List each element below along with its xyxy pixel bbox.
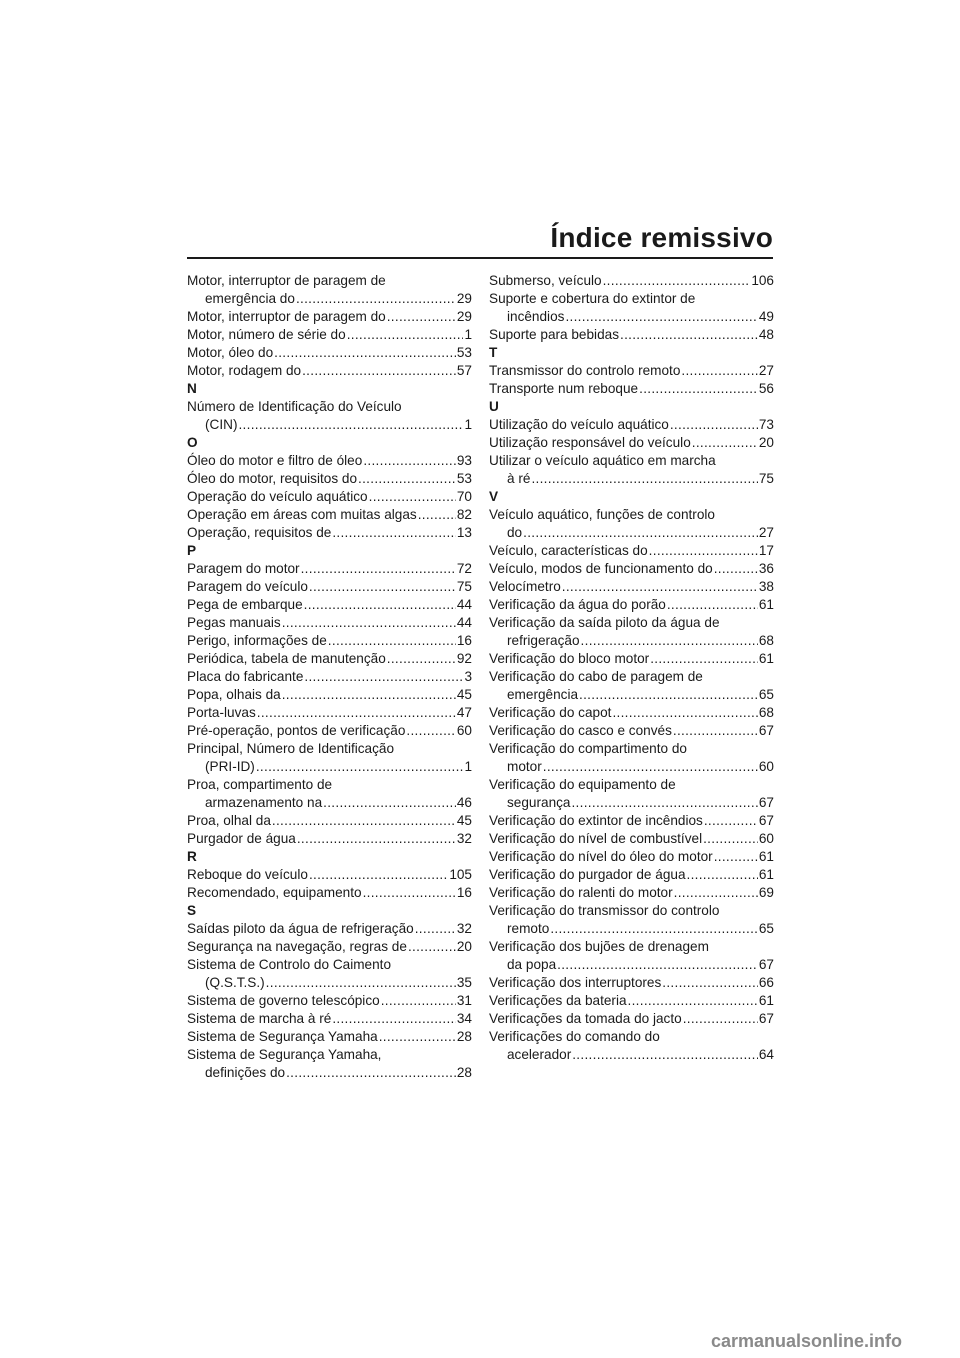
index-entry [489, 848, 774, 866]
index-entry-line: Verificação da saída piloto da água de [489, 615, 720, 630]
index-page-number: 75 [758, 471, 774, 486]
index-entry-text: Transmissor do controlo remoto [489, 363, 681, 378]
index-entry-line: Utilizar o veículo aquático em marcha [489, 453, 716, 468]
index-page-number: 53 [456, 345, 472, 360]
index-page-number: 105 [449, 867, 472, 882]
dot-leader [332, 1010, 456, 1028]
index-entry-text: Recomendado, equipamento [187, 885, 362, 900]
index-entry [187, 524, 472, 542]
index-entry-text: segurança [507, 795, 571, 810]
dot-leader [328, 632, 456, 650]
index-entry-line: Motor, interruptor de paragem de [187, 273, 386, 288]
dot-leader [683, 1010, 758, 1028]
index-entry-text: Transporte num reboque [489, 381, 639, 396]
index-entry [187, 794, 472, 812]
index-letter-heading: T [489, 345, 498, 360]
index-page-number: 70 [456, 489, 472, 504]
index-entry-text: Óleo do motor e filtro de óleo [187, 453, 363, 468]
index-entry-text: Motor, interruptor de paragem do [187, 309, 386, 324]
index-entry [489, 1046, 774, 1064]
index-page-number: 67 [758, 1011, 774, 1026]
index-entry-text: refrigeração [507, 633, 580, 648]
index-entry-line: Número de Identificação do Veículo [187, 399, 402, 414]
index-entry [187, 560, 472, 578]
index-entry [187, 884, 472, 902]
index-page-number: 20 [758, 435, 774, 450]
dot-leader [297, 830, 456, 848]
index-entry [187, 812, 472, 830]
index-entry-text: Suporte para bebidas [489, 327, 619, 342]
index-entry-text: Utilização do veículo aquático [489, 417, 669, 432]
index-entry-text: Motor, rodagem do [187, 363, 302, 378]
dot-leader [257, 704, 456, 722]
index-entry-text: acelerador [507, 1047, 572, 1062]
dot-leader [649, 542, 758, 560]
index-page-number: 29 [456, 309, 472, 324]
index-page-number: 27 [758, 525, 774, 540]
index-page-number: 93 [456, 453, 472, 468]
index-page-number: 49 [758, 309, 774, 324]
index-entry-text: incêndios [507, 309, 565, 324]
index-entry [187, 1064, 472, 1082]
index-page-number: 38 [758, 579, 774, 594]
dot-leader [381, 992, 456, 1010]
index-page-number: 1 [464, 417, 472, 432]
dot-leader [692, 434, 758, 452]
dot-leader [256, 758, 464, 776]
index-entry-text: Verificação do casco e convés [489, 723, 672, 738]
index-page-number: 82 [456, 507, 472, 522]
index-entry-line: Verificação do compartimento do [489, 741, 687, 756]
index-column-left [187, 272, 472, 1082]
index-page-number: 1 [464, 759, 472, 774]
index-page-number: 61 [758, 849, 774, 864]
index-entry-text: Verificação do extintor de incêndios [489, 813, 703, 828]
dot-leader [406, 722, 455, 740]
index-entry [489, 794, 774, 812]
index-entry [489, 434, 774, 452]
dot-leader [681, 362, 757, 380]
index-page-number: 67 [758, 957, 774, 972]
index-page-number: 69 [758, 885, 774, 900]
index-page-number: 68 [758, 705, 774, 720]
index-letter-heading: S [187, 903, 197, 918]
index-entry-text: Utilização responsável do veículo [489, 435, 691, 450]
index-page-number: 46 [456, 795, 472, 810]
index-entry [187, 452, 472, 470]
index-entry [187, 650, 472, 668]
index-page-number: 36 [758, 561, 774, 576]
index-letter-heading: O [187, 435, 198, 450]
index-page-number: 75 [456, 579, 472, 594]
index-entry-text: remoto [507, 921, 550, 936]
dot-leader [358, 470, 456, 488]
index-entry-text: Sistema de governo telescópico [187, 993, 380, 1008]
index-entry [489, 974, 774, 992]
index-entry [489, 758, 774, 776]
dot-leader [581, 632, 758, 650]
index-page-number: 17 [758, 543, 774, 558]
dot-leader [418, 506, 456, 524]
index-entry [187, 326, 472, 344]
dot-leader [286, 1064, 456, 1082]
index-letter-heading: V [489, 489, 499, 504]
index-entry [187, 686, 472, 704]
index-entry [187, 308, 472, 326]
dot-leader [650, 650, 758, 668]
index-page-number: 45 [456, 813, 472, 828]
dot-leader [309, 578, 456, 596]
dot-leader [612, 704, 757, 722]
index-page-number: 29 [456, 291, 472, 306]
index-entry-text: Motor, óleo do [187, 345, 274, 360]
index-entry [187, 344, 472, 362]
index-letter-heading: U [489, 399, 499, 414]
index-entry-text: (Q.S.T.S.) [205, 975, 265, 990]
index-entry-text: emergência do [205, 291, 295, 306]
index-page-number: 68 [758, 633, 774, 648]
index-page-number: 61 [758, 993, 774, 1008]
index-entry-text: Veículo, modos de funcionamento do [489, 561, 713, 576]
index-entry-text: Porta-luvas [187, 705, 256, 720]
index-entry-text: da popa [507, 957, 557, 972]
index-page-number: 57 [456, 363, 472, 378]
index-page-number: 67 [758, 723, 774, 738]
dot-leader [272, 812, 456, 830]
index-entry [489, 920, 774, 938]
index-entry [489, 308, 774, 326]
title-rule [187, 257, 773, 259]
index-page-number: 32 [456, 921, 472, 936]
index-entry [489, 560, 774, 578]
index-page-number: 16 [456, 885, 472, 900]
index-entry [489, 884, 774, 902]
index-page-number: 61 [758, 867, 774, 882]
index-page-number: 16 [456, 633, 472, 648]
dot-leader [387, 650, 456, 668]
index-entry-line: Proa, compartimento de [187, 777, 333, 792]
dot-leader [304, 668, 463, 686]
index-entry [187, 704, 472, 722]
dot-leader [670, 416, 758, 434]
index-entry-text: Sistema de marcha à ré [187, 1011, 332, 1026]
page-title: Índice remissivo [550, 222, 773, 253]
dot-leader [667, 596, 758, 614]
index-entry-text: emergência [507, 687, 579, 702]
index-entry [489, 830, 774, 848]
index-entry-text: (PRI-ID) [205, 759, 255, 774]
index-entry-line: Verificação dos bujões de drenagem [489, 939, 709, 954]
index-entry [489, 542, 774, 560]
dot-leader [543, 758, 758, 776]
index-entry [489, 812, 774, 830]
index-entry [489, 416, 774, 434]
index-page-number: 32 [456, 831, 472, 846]
index-page-number: 1 [464, 327, 472, 342]
index-entry-text: Verificações da bateria [489, 993, 627, 1008]
dot-leader [363, 452, 456, 470]
index-entry-line: Veículo aquático, funções de controlo [489, 507, 715, 522]
index-entry-text: armazenamento na [205, 795, 323, 810]
dot-leader [571, 794, 757, 812]
dot-leader [572, 1046, 758, 1064]
dot-leader [304, 596, 456, 614]
index-entry [187, 866, 472, 884]
index-entry-line: Verificação do cabo de paragem de [489, 669, 703, 684]
index-entry-line: Verificação do transmissor do controlo [489, 903, 720, 918]
index-entry [187, 470, 472, 488]
dot-leader [620, 326, 758, 344]
index-entry-text: definições do [205, 1065, 286, 1080]
dot-leader [531, 470, 757, 488]
index-entry-text: Operação do veículo aquático [187, 489, 368, 504]
index-page-number: 66 [758, 975, 774, 990]
index-entry-text: Perigo, informações de [187, 633, 327, 648]
index-entry [489, 1010, 774, 1028]
index-entry-text: Verificações da tomada do jacto [489, 1011, 682, 1026]
dot-leader [674, 884, 758, 902]
dot-leader [282, 614, 456, 632]
index-entry-text: do [507, 525, 523, 540]
index-entry [489, 650, 774, 668]
index-entry-text: Motor, número de série do [187, 327, 346, 342]
index-entry [489, 380, 774, 398]
dot-leader [266, 974, 456, 992]
index-page-number: 92 [456, 651, 472, 666]
dot-leader [628, 992, 758, 1010]
index-entry-text: Operação, requisitos de [187, 525, 332, 540]
index-page-number: 56 [758, 381, 774, 396]
index-entry-text: Proa, olhal da [187, 813, 271, 828]
index-page-number: 27 [758, 363, 774, 378]
index-page-number: 65 [758, 687, 774, 702]
dot-leader [687, 866, 758, 884]
index-page-number: 61 [758, 597, 774, 612]
dot-leader [302, 362, 456, 380]
index-column-right [489, 272, 774, 1064]
index-entry [489, 956, 774, 974]
index-page-number: 60 [456, 723, 472, 738]
dot-leader [274, 344, 456, 362]
index-entry-line: Principal, Número de Identificação [187, 741, 395, 756]
index-entry [187, 1010, 472, 1028]
index-entry [187, 722, 472, 740]
index-entry [187, 920, 472, 938]
index-entry [187, 992, 472, 1010]
dot-leader [714, 848, 758, 866]
index-entry-text: Periódica, tabela de manutenção [187, 651, 386, 666]
index-page-number: 35 [456, 975, 472, 990]
dot-leader [363, 884, 456, 902]
dot-leader [379, 1028, 456, 1046]
index-entry-text: Reboque do veículo [187, 867, 308, 882]
dot-leader [408, 938, 456, 956]
index-entry-text: Segurança na navegação, regras de [187, 939, 407, 954]
index-entry [187, 578, 472, 596]
index-page-number: 60 [758, 759, 774, 774]
index-entry [489, 632, 774, 650]
dot-leader [347, 326, 464, 344]
index-page-number: 45 [456, 687, 472, 702]
index-letter-heading: P [187, 543, 197, 558]
index-page-number: 106 [751, 273, 774, 288]
index-entry-text: Verificação do ralenti do motor [489, 885, 673, 900]
dot-leader [415, 920, 456, 938]
index-entry-text: Popa, olhais da [187, 687, 281, 702]
index-entry-line: Suporte e cobertura do extintor de [489, 291, 696, 306]
index-entry [187, 668, 472, 686]
index-entry [187, 290, 472, 308]
index-entry-text: Submerso, veículo [489, 273, 602, 288]
index-entry-text: Verificação do nível de combustível [489, 831, 703, 846]
index-entry [489, 596, 774, 614]
index-entry-text: Velocímetro [489, 579, 561, 594]
dot-leader [579, 686, 758, 704]
dot-leader [301, 560, 456, 578]
index-entry-text: Óleo do motor, requisitos do [187, 471, 358, 486]
index-page-number: 20 [456, 939, 472, 954]
index-entry [489, 524, 774, 542]
dot-leader [550, 920, 758, 938]
index-entry-text: à ré [507, 471, 531, 486]
index-entry-text: Veículo, características do [489, 543, 648, 558]
index-page-number: 73 [758, 417, 774, 432]
index-page-number: 60 [758, 831, 774, 846]
index-entry-line: Sistema de Controlo do Caimento [187, 957, 392, 972]
dot-leader [714, 560, 758, 578]
dot-leader [323, 794, 456, 812]
index-entry [187, 596, 472, 614]
index-entry-text: Sistema de Segurança Yamaha [187, 1029, 378, 1044]
dot-leader [673, 722, 758, 740]
index-page-number: 47 [456, 705, 472, 720]
index-entry [187, 416, 472, 434]
index-entry [187, 1028, 472, 1046]
index-page-number: 44 [456, 615, 472, 630]
index-page-number: 53 [456, 471, 472, 486]
index-entry-text: (CIN) [205, 417, 238, 432]
index-entry-text: motor [507, 759, 542, 774]
index-entry [489, 686, 774, 704]
index-entry-line: Verificação do equipamento de [489, 777, 676, 792]
dot-leader [369, 488, 456, 506]
dot-leader [238, 416, 463, 434]
dot-leader [309, 866, 448, 884]
index-entry [187, 506, 472, 524]
dot-leader [332, 524, 456, 542]
index-entry [187, 488, 472, 506]
index-page-number: 67 [758, 813, 774, 828]
dot-leader [565, 308, 757, 326]
index-entry [489, 992, 774, 1010]
index-page-number: 48 [758, 327, 774, 342]
index-page-number: 34 [456, 1011, 472, 1026]
index-entry-text: Verificação do nível do óleo do motor [489, 849, 713, 864]
dot-leader [562, 578, 758, 596]
watermark: carmanualsonline.info [710, 1331, 902, 1351]
dot-leader [387, 308, 456, 326]
index-entry [489, 722, 774, 740]
dot-leader [557, 956, 758, 974]
index-letter-heading: N [187, 381, 197, 396]
index-entry [489, 704, 774, 722]
index-entry [187, 632, 472, 650]
index-page-number: 64 [758, 1047, 774, 1062]
index-page-number: 31 [456, 993, 472, 1008]
index-entry-text: Verificação do purgador de água [489, 867, 686, 882]
dot-leader [603, 272, 751, 290]
index-entry [489, 866, 774, 884]
index-entry-text: Pega de embarque [187, 597, 303, 612]
index-page-number: 72 [456, 561, 472, 576]
index-entry-text: Verificação do bloco motor [489, 651, 650, 666]
index-entry [489, 578, 774, 596]
index-entry-text: Placa do fabricante [187, 669, 304, 684]
index-entry [187, 362, 472, 380]
index-entry-text: Operação em áreas com muitas algas [187, 507, 417, 522]
index-entry [187, 974, 472, 992]
index-entry-line: Verificações do comando do [489, 1029, 660, 1044]
index-entry-text: Pré-operação, pontos de verificação [187, 723, 406, 738]
index-entry [187, 830, 472, 848]
index-page-number: 65 [758, 921, 774, 936]
index-letter-heading: R [187, 849, 197, 864]
index-entry [187, 938, 472, 956]
dot-leader [704, 812, 758, 830]
index-entry [489, 470, 774, 488]
index-entry-text: Paragem do veículo [187, 579, 308, 594]
index-entry [187, 758, 472, 776]
index-page-number: 44 [456, 597, 472, 612]
dot-leader [662, 974, 758, 992]
dot-leader [639, 380, 758, 398]
index-entry-text: Purgador de água [187, 831, 296, 846]
index-page-number: 28 [456, 1065, 472, 1080]
dot-leader [296, 290, 456, 308]
index-entry [187, 614, 472, 632]
index-page-number: 61 [758, 651, 774, 666]
index-entry-text: Paragem do motor [187, 561, 300, 576]
index-page-number: 3 [464, 669, 472, 684]
index-entry [489, 272, 774, 290]
index-entry-text: Saídas piloto da água de refrigeração [187, 921, 414, 936]
index-entry-text: Verificação do capot [489, 705, 612, 720]
index-page-number: 13 [456, 525, 472, 540]
index-entry [489, 362, 774, 380]
dot-leader [703, 830, 758, 848]
index-entry-text: Verificação dos interruptores [489, 975, 662, 990]
dot-leader [523, 524, 758, 542]
index-entry-text: Pegas manuais [187, 615, 281, 630]
index-page-number: 67 [758, 795, 774, 810]
index-page-number: 28 [456, 1029, 472, 1044]
index-entry-line: Sistema de Segurança Yamaha, [187, 1047, 382, 1062]
index-entry [489, 326, 774, 344]
dot-leader [282, 686, 456, 704]
index-entry-text: Verificação da água do porão [489, 597, 666, 612]
